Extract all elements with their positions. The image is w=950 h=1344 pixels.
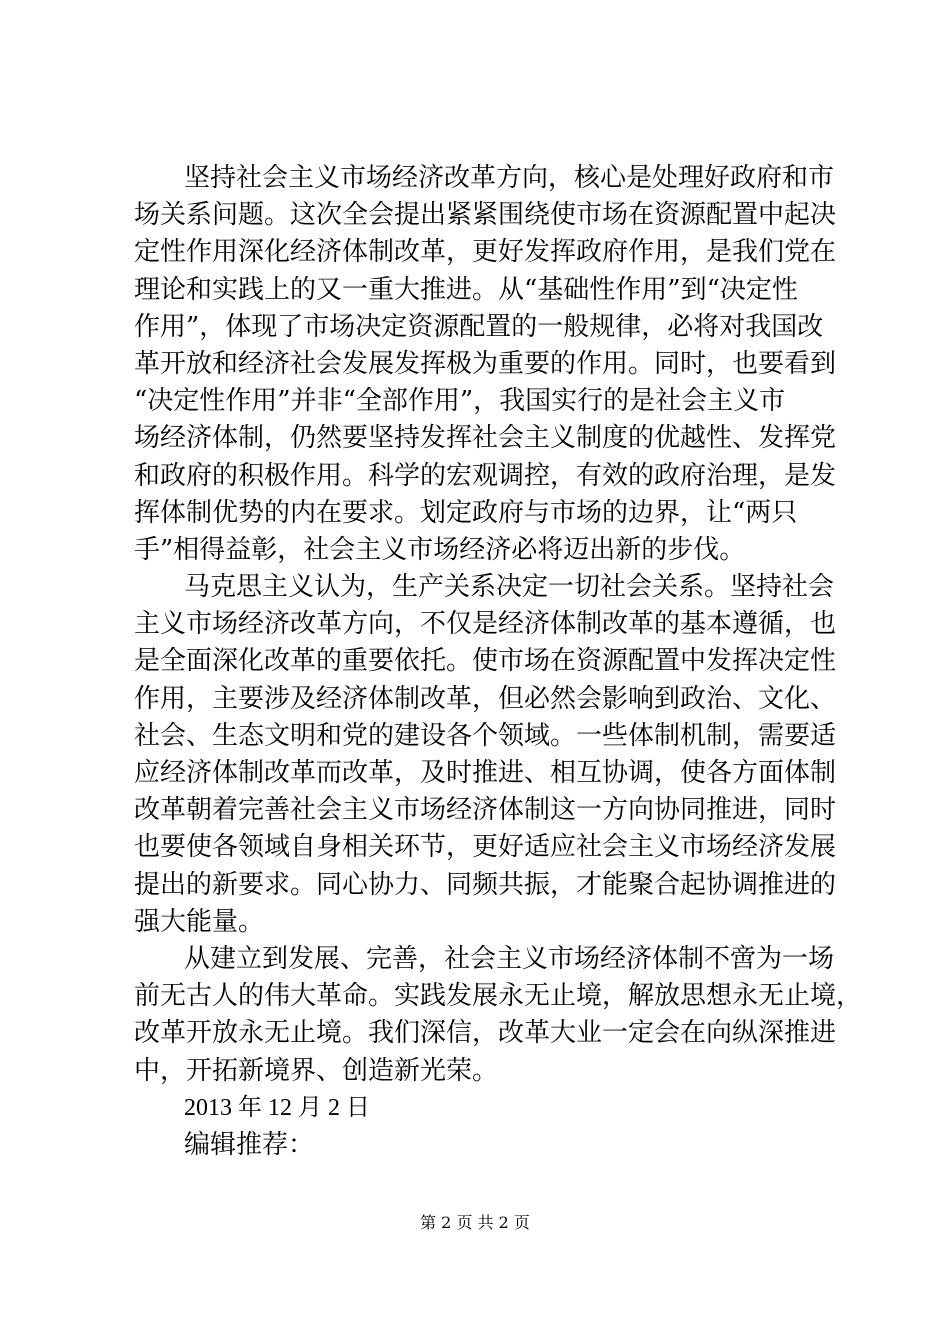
paragraph-1-line-5: 作用”，体现了市场决定资源配置的一般规律，必将对我国改	[134, 311, 824, 342]
paragraph-2-line-10: 强大能量。	[134, 906, 265, 937]
paragraph-2-line-8: 也要使各领域自身相关环节，更好适应社会主义市场经济发展	[134, 832, 837, 863]
paragraph-1-line-7: “决定性作用”并非“全部作用”，我国实行的是社会主义市	[134, 386, 786, 417]
document-body	[134, 160, 863, 1164]
paragraph-1-line-3: 定性作用深化经济体制改革，更好发挥政府作用，是我们党在	[134, 237, 837, 268]
paragraph-1-line-6: 革开放和经济社会发展发挥极为重要的作用。同时，也要看到	[134, 348, 837, 379]
paragraph-3-line-3: 改革开放永无止境。我们深信，改革大业一定会在向纵深推进	[134, 1018, 837, 1049]
paragraph-3-line-4: 中，开拓新境界、创造新光荣。	[134, 1055, 499, 1086]
paragraph-2-line-5: 社会、生态文明和党的建设各个领域。一些体制机制，需要适	[134, 720, 837, 751]
paragraph-3-line-2: 前无古人的伟大革命。实践发展永无止境，解放思想永无止境，	[134, 981, 863, 1012]
paragraph-1-line-10: 挥体制优势的内在要求。划定政府与市场的边界，让“两只	[134, 497, 798, 528]
page-number-footer: 第 2 页 共 2 页	[420, 1213, 530, 1232]
paragraph-1-line-2: 场关系问题。这次全会提出紧紧围绕使市场在资源配置中起决	[134, 200, 837, 231]
paragraph-1-line-1: 坚持社会主义市场经济改革方向，核心是处理好政府和市	[184, 163, 835, 193]
paragraph-2-line-4: 作用，主要涉及经济体制改革，但必然会影响到政治、文化、	[134, 683, 837, 714]
editor-recommendation-label: 编辑推荐：	[184, 1129, 315, 1160]
document-date: 2013 年 12 月 2 日	[184, 1094, 370, 1121]
paragraph-1-line-8: 场经济体制，仍然要坚持发挥社会主义制度的优越性、发挥党	[134, 423, 837, 454]
paragraph-2-line-9: 提出的新要求。同心协力、同频共振，才能聚合起协调推进的	[134, 869, 837, 900]
paragraph-1-line-4: 理论和实践上的又一重大推进。从“基础性作用”到“决定性	[134, 274, 798, 305]
paragraph-2-line-2: 主义市场经济改革方向，不仅是经济体制改革的基本遵循，也	[134, 609, 837, 640]
paragraph-2-line-7: 改革朝着完善社会主义市场经济体制这一方向协同推进，同时	[134, 795, 837, 826]
paragraph-1-line-11: 手”相得益彰，社会主义市场经济必将迈出新的步伐。	[134, 534, 746, 565]
paragraph-1-line-9: 和政府的积极作用。科学的宏观调控，有效的政府治理，是发	[134, 460, 837, 491]
paragraph-2-line-3: 是全面深化改革的重要依托。使市场在资源配置中发挥决定性	[134, 646, 837, 677]
paragraph-2-line-1: 马克思主义认为，生产关系决定一切社会关系。坚持社会	[184, 572, 835, 603]
paragraph-2-line-6: 应经济体制改革而改革，及时推进、相互协调，使各方面体制	[134, 758, 837, 788]
paragraph-3-line-1: 从建立到发展、完善，社会主义市场经济体制不啻为一场	[184, 943, 835, 974]
